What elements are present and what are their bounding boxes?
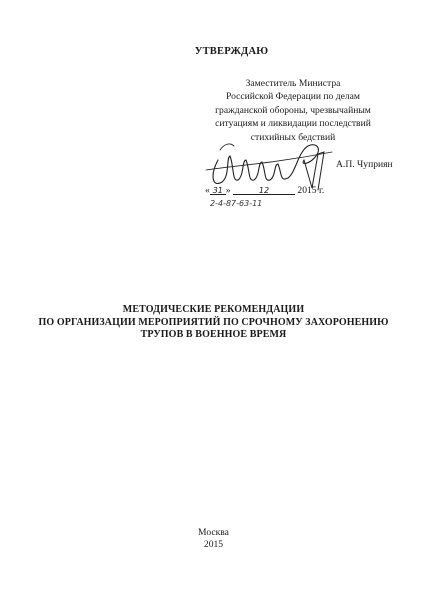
date-close-quote: » [225, 185, 231, 196]
handwritten-signature [200, 130, 350, 210]
position-line: гражданской обороны, чрезвычайным [215, 104, 371, 116]
position-line: Заместитель Министра [245, 78, 341, 89]
position-line: ситуациям и ликвидации последствий [215, 118, 371, 130]
city-name: Москва [198, 527, 229, 538]
date-month: 12 [258, 186, 270, 195]
date-open-quote: « [205, 185, 210, 196]
date-day: 31 [212, 186, 223, 195]
position-line: Российской Федерации по делам [226, 91, 360, 103]
title-line: ПО ОРГАНИЗАЦИИ МЕРОПРИЯТИЙ ПО СРОЧНОМУ ЗАХОРОНЕНИЮ [38, 316, 389, 328]
signer-name: А.П. Чуприян [336, 159, 393, 170]
document-title [0, 304, 427, 342]
position-line: стихийных бедствий [250, 131, 336, 143]
title-line: ТРУПОВ В ВОЕННОЕ ВРЕМЯ [140, 329, 287, 341]
date-year: 2015 г. [297, 185, 325, 196]
publication-place [0, 527, 427, 552]
title-line: МЕТОДИЧЕСКИЕ РЕКОМЕНДАЦИИ [122, 304, 305, 315]
publication-year: 2015 [203, 539, 224, 551]
registration-number: 2-4-87-63-11 [210, 199, 263, 208]
approval-date [205, 185, 324, 196]
approval-heading: УТВЕРЖДАЮ [194, 46, 269, 57]
